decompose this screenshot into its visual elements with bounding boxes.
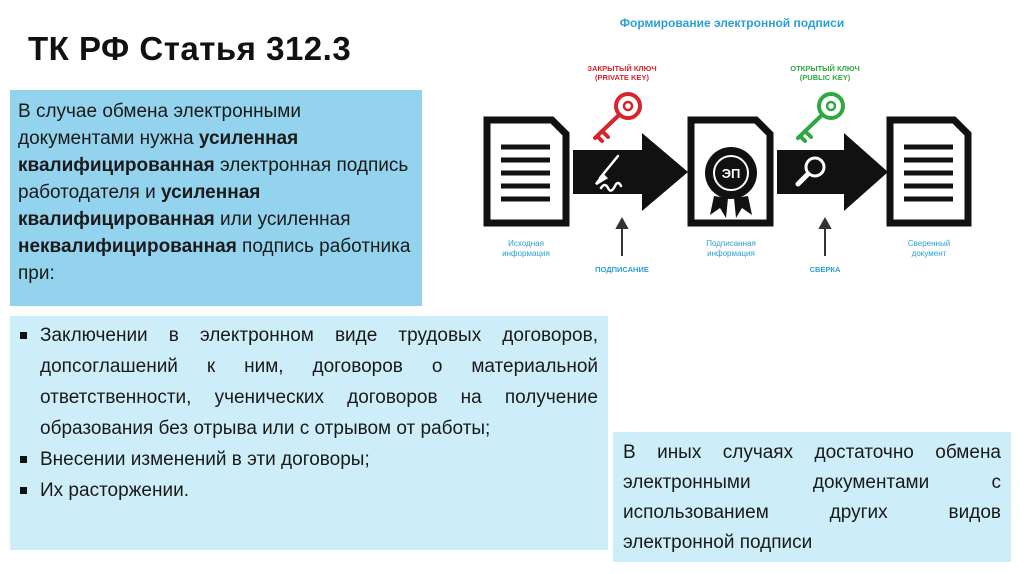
intro-text-2: электронная подпись работодателя и [18,155,409,203]
verify-label: СВЕРКА [809,265,841,274]
private-key-icon [595,94,640,141]
signature-diagram-svg [470,10,990,290]
verify-arrow-icon [777,133,888,211]
list-item [20,320,598,444]
public-key-sublabel: (PUBLIC KEY) [799,73,851,82]
source-caption: Исходная [508,239,544,248]
intro-text-4: подпись работника при: [18,236,411,284]
intro-bold-1: усиленная квалифицированная [18,128,299,176]
bullet-icon [20,456,27,463]
signed-caption-2: информация [707,249,755,258]
diagram-title: Формирование электронной подписи [619,16,845,30]
public-key-label: ОТКРЫТЫЙ КЛЮЧ [790,64,860,73]
signing-label: ПОДПИСАНИЕ [595,265,649,274]
public-key-icon [798,94,843,141]
intro-box [10,90,422,306]
intro-bold-2: усиленная квалифицированная [18,182,261,230]
source-caption-2: информация [502,249,550,258]
slide-title: ТК РФ Статья 312.3 [28,30,352,67]
list-item [20,444,598,475]
list-item-text: Внесении изменений в эти договоры; [40,449,370,470]
conditions-list-box [10,316,608,550]
verify-up-arrow-icon [820,219,830,256]
conditions-list [20,320,598,506]
private-key-label: ЗАКРЫТЫЙ КЛЮЧ [587,64,657,73]
source-document-icon [487,120,566,223]
signed-document-icon [691,120,770,223]
seal-text: ЭП [721,166,741,181]
intro-bold-3: неквалифицированная [18,236,237,257]
note-box [613,432,1011,562]
bullet-icon [20,332,27,339]
signing-up-arrow-icon [617,219,627,256]
verified-document-icon [890,120,968,223]
signing-arrow-icon [573,133,688,211]
list-item [20,475,598,506]
signed-caption: Подписанная [706,239,756,248]
verified-caption: Сверенный [907,239,951,248]
note-text: В иных случаях достаточно обмена электронными документами с использованием других видов электронной подписи [623,442,1001,553]
intro-text-3: или усиленная [214,209,351,230]
private-key-sublabel: (PRIVATE KEY) [595,73,649,82]
intro-text-1: В случае обмена электронными документами нужна [18,101,301,149]
bullet-icon [20,487,27,494]
verified-caption-2: документ [911,249,947,258]
list-item-text: Их расторжении. [40,480,189,501]
list-item-text: Заключении в электронном виде трудовых договоров, допсоглашений к ним, договоров о материальной ответственности, ученических договоров на получение образования без отрыва или с отрывом от работы; [40,325,598,439]
signature-diagram [470,10,990,290]
